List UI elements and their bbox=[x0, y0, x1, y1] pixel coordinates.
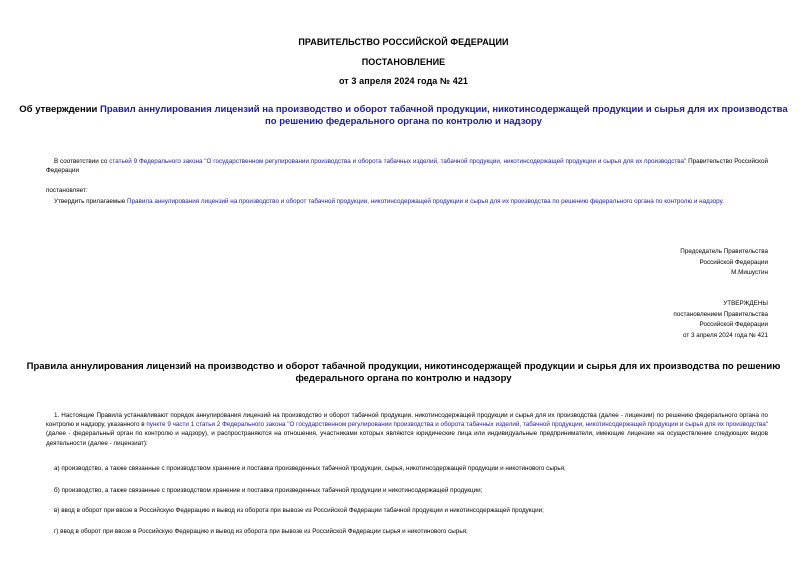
decree-title-prefix: Об утверждении bbox=[19, 104, 101, 115]
decree-date-number: от 3 апреля 2024 года № 421 bbox=[338, 76, 469, 86]
approval-stamp-country: Российской Федерации bbox=[699, 321, 768, 328]
signature-position: Председатель Правительства bbox=[680, 248, 768, 255]
resolves-text: постановляет: bbox=[46, 187, 88, 194]
approval-stamp-date: от 3 апреля 2024 года № 421 bbox=[682, 331, 768, 339]
signature-country: Российской Федерации bbox=[699, 258, 768, 266]
preamble-tail: Правительство Российской Федерации bbox=[46, 158, 768, 175]
paragraph-1-intro: 1. Настоящие Правила устанавливают порядок аннулирования лицензий на производство и оборот табачной продукции, никотинсодержащей продукции и сырья для их производства (далее - лицензии) по решению федерального органа по контролю и надзору, указанного в bbox=[46, 412, 768, 429]
signature-name: М.Мишустин bbox=[731, 269, 768, 276]
rules-link-continued[interactable]: по решению федерального органа по контролю и надзору bbox=[265, 116, 542, 127]
list-item: в) ввод в оборот при ввозе в Российскую Федерацию и вывод из оборота при вывозе из Российской Федерации табачной продукции и никотинсодержащей продукции; bbox=[54, 507, 544, 514]
preamble-paragraph bbox=[46, 157, 768, 175]
approval-stamp-title: УТВЕРЖДЕНЫ bbox=[723, 300, 768, 307]
government-heading: ПРАВИТЕЛЬСТВО РОССИЙСКОЙ ФЕДЕРАЦИИ bbox=[298, 37, 509, 47]
law-article-2-link[interactable]: пункте 9 части 1 статьи 2 Федерального закона "О государственном регулировании производства и оборота табачных изделий, табачной продукции, никотинсодержащей продукции и сырья для их производства" bbox=[146, 421, 769, 429]
rules-title-line2: федерального органа по контролю и надзору bbox=[295, 373, 512, 384]
list-item: а) производство, а также связанные с производством хранение и поставка произведенных табачной продукции, сырья, никотинсодержащей продукции и никотинового сырья; bbox=[54, 465, 566, 472]
approval-stamp-by: постановлением Правительства bbox=[673, 310, 768, 318]
approve-paragraph bbox=[46, 197, 768, 206]
rules-title bbox=[0, 361, 807, 385]
approved-rules-link[interactable]: Правила аннулирования лицензий на производство и оборот табачной продукции, никотинсодержащей продукции и сырья для их производства по решению федерального органа по контролю и надзору bbox=[127, 198, 723, 205]
paragraph-1-tail: (далее - федеральный орган по контролю и надзору), и распространяются на отношения, участниками которых являются юридические лица или индивидуальные предприниматели, имеющие лицензии на осуществление следующих видов деятельности (далее - лицензиат): bbox=[46, 430, 768, 447]
rules-link[interactable]: Правил аннулирования лицензий на производство и оборот табачной продукции, никотинсодержащей продукции и сырья для их производства bbox=[100, 104, 788, 115]
approve-intro: Утвердить прилагаемые bbox=[54, 198, 127, 205]
decree-title bbox=[0, 104, 807, 128]
list-item: б) производство, а также связанные с производством хранение и поставка произведенных табачной продукции и никотинсодержащей продукции; bbox=[54, 487, 483, 494]
document-type-heading: ПОСТАНОВЛЕНИЕ bbox=[361, 57, 446, 67]
preamble-intro: В соответствии со bbox=[54, 158, 110, 165]
signature-block bbox=[468, 247, 768, 279]
rules-paragraph-1 bbox=[46, 411, 768, 448]
rules-title-line1: Правила аннулирования лицензий на производство и оборот табачной продукции, никотинсодержащей продукции и сырья для их производства по решению bbox=[26, 361, 781, 372]
approval-stamp bbox=[468, 299, 768, 341]
list-item: г) ввод в оборот при ввозе в Российскую Федерацию и вывод из оборота при вывозе из Российской Федерации сырья и никотинового сырья; bbox=[54, 528, 468, 535]
law-article-9-link[interactable]: статьей 9 Федерального закона "О государственном регулировании производства и оборота табачных изделий, табачной продукции, никотинсодержащей продукции и сырья для их производства" bbox=[109, 158, 687, 165]
approve-tail: . bbox=[722, 198, 724, 205]
